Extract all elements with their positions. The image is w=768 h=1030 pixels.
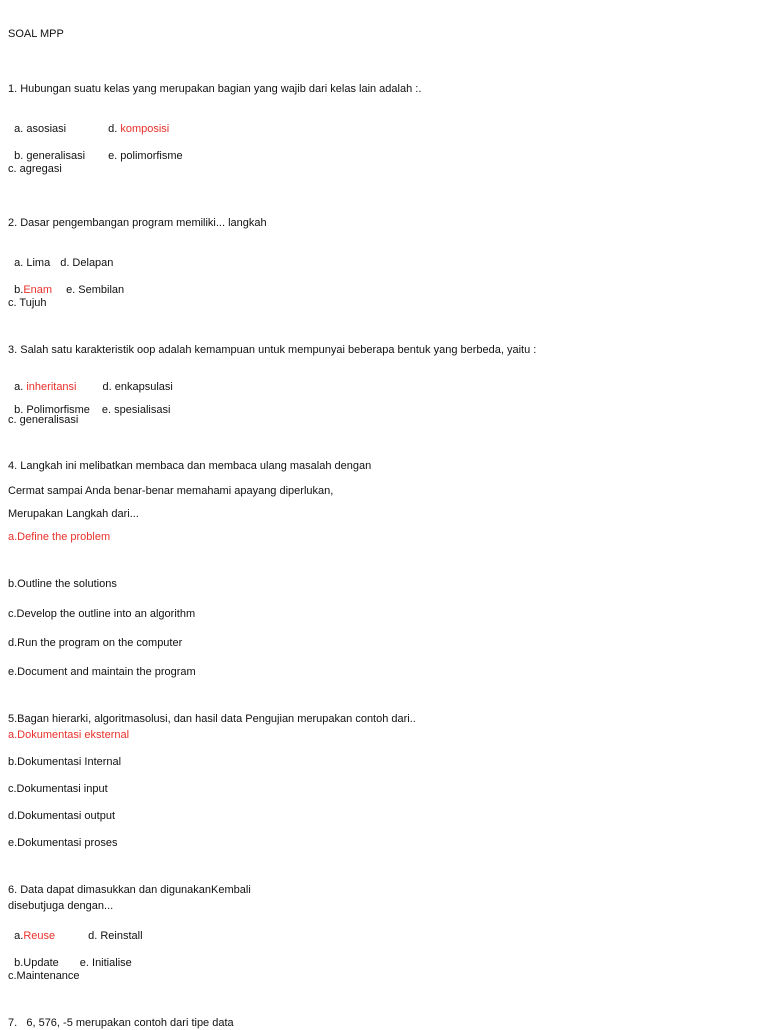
q1-option-b: b. generalisasi	[14, 150, 86, 162]
q4-option-c: c.Develop the outline into an algorithm	[8, 608, 196, 620]
q5-option-c: c.Dokumentasi input	[8, 783, 108, 795]
question-4-line-3: Merupakan Langkah dari...	[8, 508, 139, 520]
q6-row-2	[8, 942, 132, 970]
q2-option-b: b.Enam	[14, 284, 53, 296]
q2-option-d: d. Delapan	[60, 257, 114, 269]
q2-option-c: c. Tujuh	[8, 297, 47, 309]
question-4-line-1: 4. Langkah ini melibatkan membaca dan membaca ulang masalah dengan	[8, 460, 372, 472]
q3-option-c: c. generalisasi	[8, 414, 79, 426]
page-title: SOAL MPP	[8, 28, 64, 40]
q5-option-b: b.Dokumentasi Internal	[8, 756, 122, 768]
q4-option-b: b.Outline the solutions	[8, 578, 117, 590]
q5-option-d: d.Dokumentasi output	[8, 810, 116, 822]
q1-option-a: a. asosiasi	[14, 123, 67, 135]
q1-option-e: e. polimorfisme	[108, 150, 183, 162]
q3-option-d: d. enkapsulasi	[102, 381, 173, 393]
question-7-partial: 7. 6, 576, -5 merupakan contoh dari tipe data	[8, 1017, 234, 1029]
q1-option-c: c. agregasi	[8, 163, 62, 175]
question-3: 3. Salah satu karakteristik oop adalah kemampuan untuk mempunyai beberapa bentuk yang berbeda, yaitu :	[8, 344, 537, 356]
q2-answer: Enam	[23, 284, 53, 296]
q5-option-e: e.Dokumentasi proses	[8, 837, 118, 849]
q3-option-b: b. Polimorfisme	[14, 404, 90, 416]
question-5: 5.Bagan hierarki, algoritmasolusi, dan hasil data Pengujian merupakan contoh dari..	[8, 713, 416, 725]
q6-option-a: a.Reuse	[14, 930, 56, 942]
q2-option-a: a. Lima	[14, 257, 51, 269]
q6-row-1	[8, 915, 143, 943]
q4-option-e: e.Document and maintain the program	[8, 666, 196, 678]
q6-option-b: b.Update	[14, 957, 59, 969]
q1-row-1	[8, 108, 169, 136]
q6-option-c: c.Maintenance	[8, 970, 80, 982]
q2-row-2	[8, 269, 124, 297]
q2-row-1	[8, 242, 113, 270]
q6-option-d: d. Reinstall	[88, 930, 143, 942]
q1-row-2	[8, 135, 183, 163]
q3-option-a: a. inheritansi	[14, 381, 77, 393]
q1-answer: komposisi	[120, 123, 170, 135]
q3-answer: inheritansi	[26, 381, 77, 393]
q1-option-d: d. komposisi	[108, 123, 170, 135]
question-6-line-1: 6. Data dapat dimasukkan dan digunakanKembali	[8, 884, 251, 896]
q4-option-d: d.Run the program on the computer	[8, 637, 183, 649]
question-4-line-2: Cermat sampai Anda benar-benar memahami apayang diperlukan,	[8, 485, 334, 497]
q6-answer: Reuse	[23, 930, 56, 942]
q6-option-e: e. Initialise	[79, 957, 132, 969]
question-2: 2. Dasar pengembangan program memiliki... langkah	[8, 217, 267, 229]
q5-answer: a.Dokumentasi eksternal	[8, 729, 130, 741]
q2-option-e: e. Sembilan	[66, 284, 125, 296]
question-1: 1. Hubungan suatu kelas yang merupakan bagian yang wajib dari kelas lain adalah :.	[8, 83, 422, 95]
question-6-line-2: disebutjuga dengan...	[8, 900, 114, 912]
q3-option-e: e. spesialisasi	[101, 404, 171, 416]
q4-answer: a.Define the problem	[8, 531, 111, 543]
